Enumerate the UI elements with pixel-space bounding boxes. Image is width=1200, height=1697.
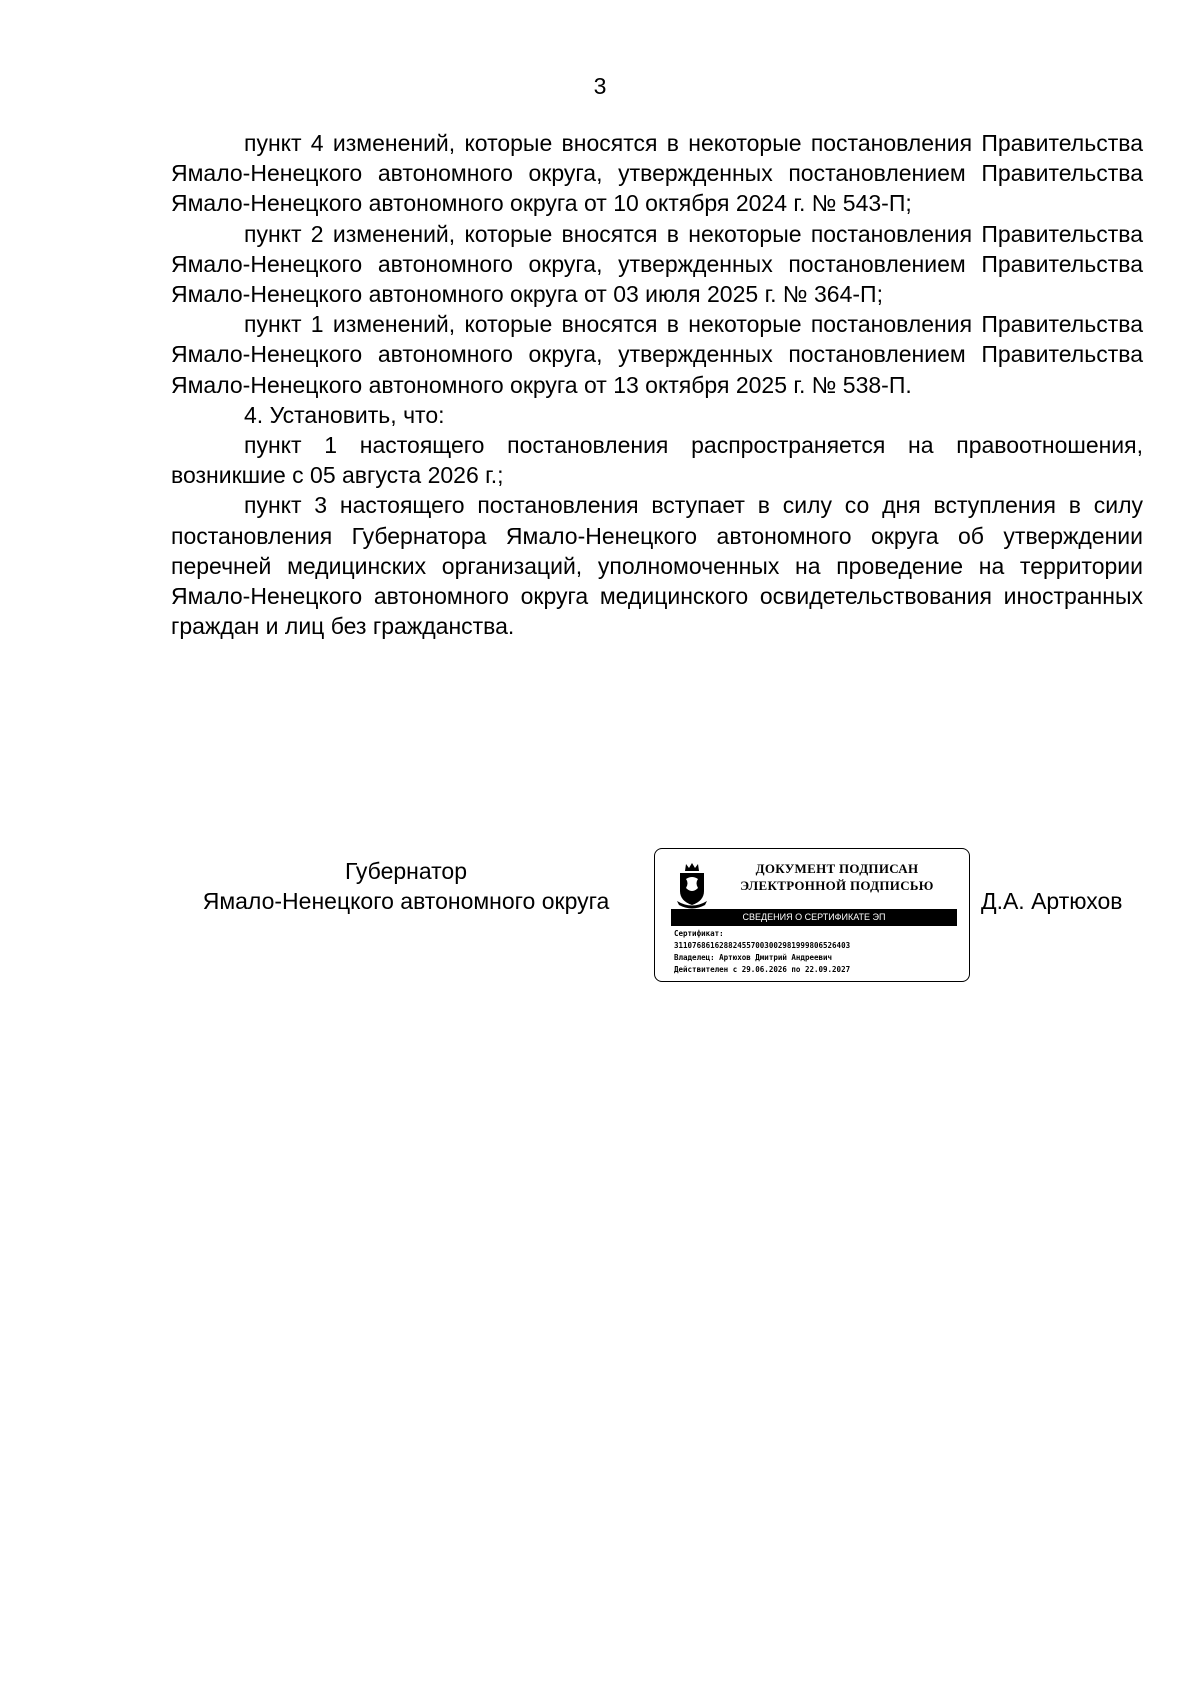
certificate-owner: Владелец: Артюхов Дмитрий Андреевич: [674, 953, 833, 962]
certificate-info-band: СВЕДЕНИЯ О СЕРТИФИКАТЕ ЭП: [671, 909, 957, 926]
certificate-details: [674, 928, 850, 976]
paragraph: пункт 4 изменений, которые вносятся в некоторые постановления Правительства Ямало-Ненецкого автономного округа, утвержденных постановлением Правительства Ямало-Ненецкого автономного округа от 10 октября 2024 г. № 543-П;: [171, 130, 1143, 217]
paragraph: пункт 1 настоящего постановления распространяется на правоотношения, возникшие с 05 августа 2026 г.;: [171, 432, 1143, 489]
certificate-number: 311076861628824557003002981999806526403: [674, 941, 851, 950]
electronic-signature-stamp: [654, 848, 970, 982]
yamal-coat-of-arms-icon: [675, 861, 709, 909]
paragraph: 4. Установить, что:: [244, 401, 445, 428]
certificate-validity: Действителен с 29.06.2026 по 22.09.2027: [674, 965, 851, 974]
stamp-title-line: ДОКУМЕНТ ПОДПИСАН: [755, 861, 919, 876]
paragraph: пункт 3 настоящего постановления вступает в силу со дня вступления в силу постановления Губернатора Ямало-Ненецкого автономного округа об утверждении перечней медицинских организаций, уполномоченных на проведение на территории Ямало-Ненецкого автономного округа медицинского освидетельствования иностранных граждан и лиц без гражданства.: [171, 492, 1143, 640]
certificate-label: Сертификат:: [674, 929, 724, 938]
signatory-region: Ямало-Ненецкого автономного округа: [202, 888, 610, 914]
paragraph: пункт 2 изменений, которые вносятся в некоторые постановления Правительства Ямало-Ненецкого автономного округа, утвержденных постановлением Правительства Ямало-Ненецкого автономного округа от 03 июля 2025 г. № 364-П;: [171, 220, 1143, 308]
signatory-title: [171, 856, 641, 916]
stamp-title-line: ЭЛЕКТРОННОЙ ПОДПИСЬЮ: [740, 878, 934, 893]
signatory-position: Губернатор: [344, 858, 468, 884]
paragraph: пункт 1 изменений, которые вносятся в некоторые постановления Правительства Ямало-Ненецкого автономного округа, утвержденных постановлением Правительства Ямало-Ненецкого автономного округа от 13 октября 2025 г. № 538-П.: [171, 311, 1143, 398]
signatory-name: Д.А. Артюхов: [981, 888, 1123, 914]
stamp-title: [717, 860, 957, 894]
document-body: [171, 128, 1143, 641]
page-number: 3: [593, 73, 607, 99]
